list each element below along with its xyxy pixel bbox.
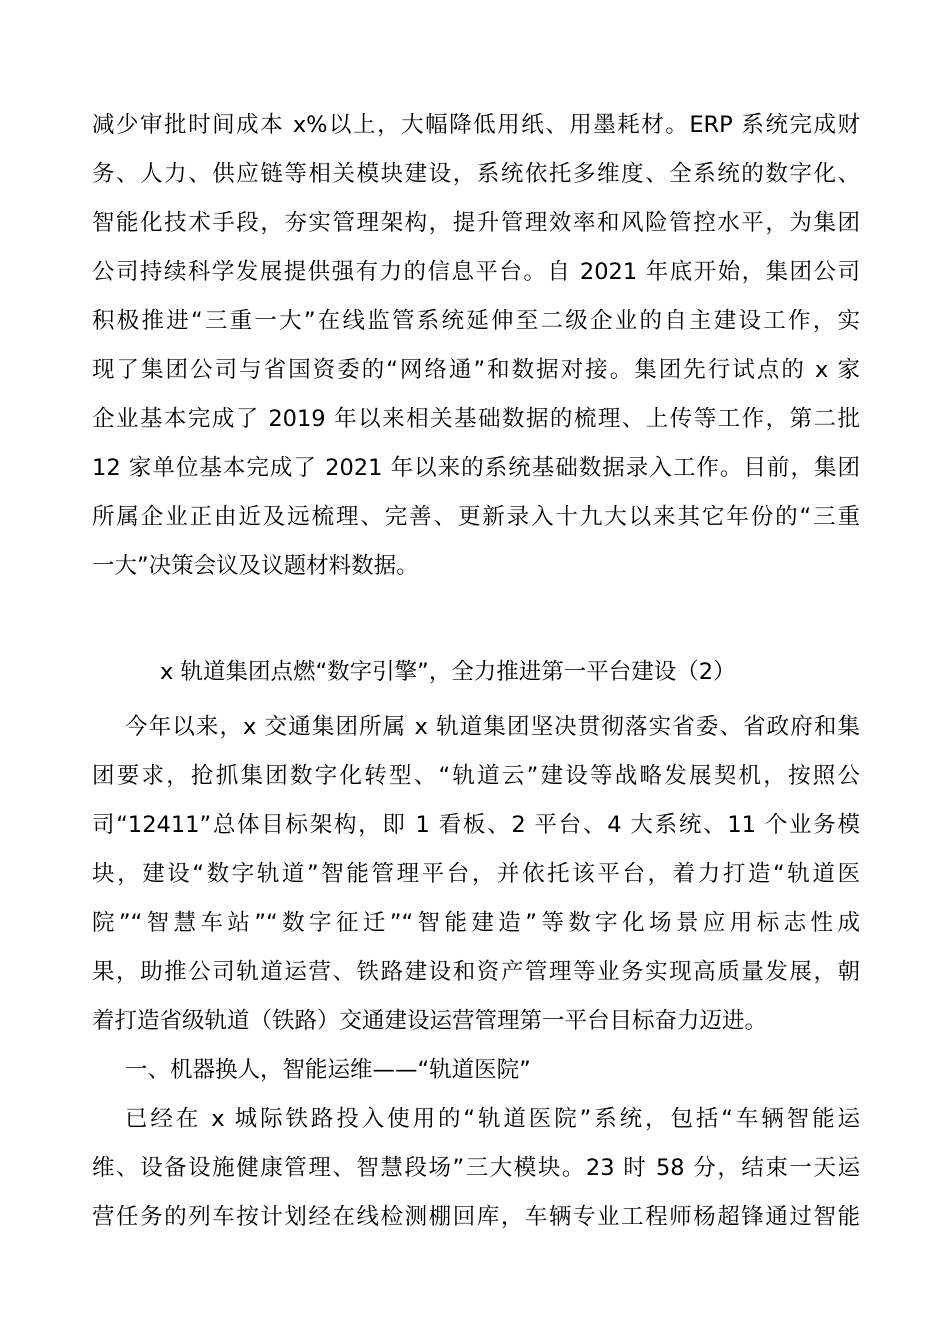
paragraph-1-line-8: 12 家单位基本完成了 2021 年以来的系统基础数据录入工作。目前，集团: [92, 455, 860, 481]
paragraph-2-line-7: 着打造省级轨道（铁路）交通建设运营管理第一平台目标奋力迈进。: [92, 1008, 768, 1034]
paragraph-1-line-6: 现了集团公司与省国资委的“网络通”和数据对接。集团先行试点的 x 家: [92, 357, 860, 383]
paragraph-2-line-4: 块，建设“数字轨道”智能管理平台，并依托该平台，着力打造“轨道医: [92, 861, 860, 887]
paragraph-1-line-9: 所属企业正由近及远梳理、完善、更新录入十九大以来其它年份的“三重: [92, 504, 860, 530]
paragraph-1-line-1: 减少审批时间成本 x%以上，大幅降低用纸、用墨耗材。ERP 系统完成财: [92, 112, 860, 138]
paragraph-2-line-5: 院”“智慧车站”“数字征迁”“智能建造”等数字化场景应用标志性成: [92, 910, 860, 936]
paragraph-1-line-3: 智能化技术手段，夯实管理架构，提升管理效率和风险管控水平，为集团: [92, 210, 860, 236]
paragraph-1-line-10: 一大”决策会议及议题材料数据。: [92, 553, 419, 579]
section-heading: x 轨道集团点燃“数字引擎”，全力推进第一平台建设（2）: [160, 659, 736, 685]
paragraph-2-line-3: 司“12411”总体目标架构，即 1 看板、2 平台、4 大系统、11 个业务模: [92, 812, 860, 838]
paragraph-1-line-2: 务、人力、供应链等相关模块建设，系统依托多维度、全系统的数字化、: [92, 161, 860, 187]
paragraph-3-line-2: 维、设备设施健康管理、智慧段场”三大模块。23 时 58 分，结束一天运: [92, 1155, 860, 1181]
paragraph-2-line-6: 果，助推公司轨道运营、铁路建设和资产管理等业务实现高质量发展，朝: [92, 959, 860, 985]
paragraph-1-line-5: 积极推进“三重一大”在线监管系统延伸至二级企业的自主建设工作，实: [92, 308, 860, 334]
paragraph-2-line-2: 团要求，抢抓集团数字化转型、“轨道云”建设等战略发展契机，按照公: [92, 763, 860, 789]
paragraph-1-line-7: 企业基本完成了 2019 年以来相关基础数据的梳理、上传等工作，第二批: [92, 406, 860, 432]
paragraph-3-line-3: 营任务的列车按计划经在线检测棚回库，车辆专业工程师杨超锋通过智能: [92, 1204, 860, 1230]
paragraph-3-line-1: 已经在 x 城际铁路投入使用的“轨道医院”系统，包括“车辆智能运: [125, 1106, 860, 1132]
paragraph-2-line-1: 今年以来，x 交通集团所属 x 轨道集团坚决贯彻落实省委、省政府和集: [125, 714, 860, 740]
subheading: 一、机器换人，智能运维——“轨道医院”: [125, 1057, 531, 1083]
paragraph-1-line-4: 公司持续科学发展提供强有力的信息平台。自 2021 年底开始，集团公司: [92, 259, 860, 285]
